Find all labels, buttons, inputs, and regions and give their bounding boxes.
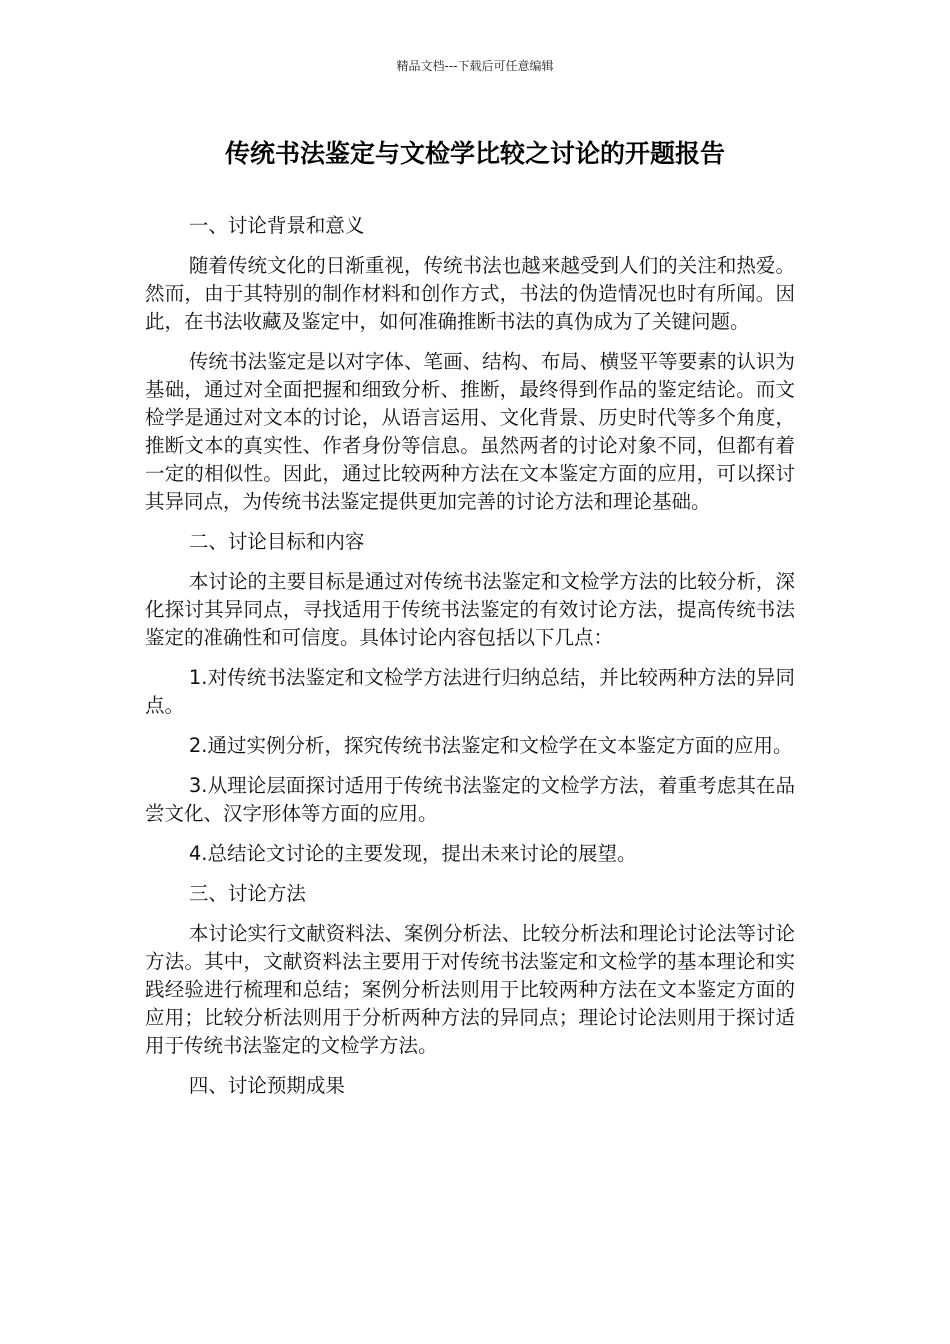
section-heading-methods: 三、讨论方法 [188,882,306,905]
list-item-4: 4.总结论文讨论的主要发现，提出未来讨论的展望。 [188,842,637,865]
list-item-3: 3.从理论层面探讨适用于传统书法鉴定的文检学方法，着重考虑其在品尝文化、汉字形体等方面的应用。 [145,774,795,825]
document-body [145,212,795,1112]
list-item-1: 1.对传统书法鉴定和文检学方法进行归纳总结，并比较两种方法的异同点。 [145,666,795,717]
section-heading-outcomes: 四、讨论预期成果 [188,1074,345,1097]
section-heading-goals: 二、讨论目标和内容 [188,530,365,553]
paragraph-background-1: 随着传统文化的日渐重视，传统书法也越来越受到人们的关注和热爱。然而，由于其特别的制作材料和创作方式，书法的伪造情况也时有所闻。因此，在书法收藏及鉴定中，如何准确推断书法的真伪成为了关键问题。 [145,254,795,333]
list-item-2: 2.通过实例分析，探究传统书法鉴定和文检学在文本鉴定方面的应用。 [188,734,793,757]
paragraph-background-2: 传统书法鉴定是以对字体、笔画、结构、布局、横竖平等要素的认识为基础，通过对全面把握和细致分析、推断，最终得到作品的鉴定结论。而文检学是通过对文本的讨论，从语言运用、文化背景、历史时代等多个角度，推断文本的真实性、作者身份等信息。虽然两者的讨论对象不同，但都有着一定的相似性。因此，通过比较两种方法在文本鉴定方面的应用，可以探讨其异同点，为传统书法鉴定提供更加完善的讨论方法和理论基础。 [145,350,795,513]
page-header-note: 精品文档---下载后可任意编辑 [396,59,554,73]
paragraph-methods: 本讨论实行文献资料法、案例分析法、比较分析法和理论讨论法等讨论方法。其中，文献资料法主要用于对传统书法鉴定和文检学的基本理论和实践经验进行梳理和总结；案例分析法则用于比较两种方法在文本鉴定方面的应用；比较分析法则用于分析两种方法的异同点；理论讨论法则用于探讨适用于传统书法鉴定的文检学方法。 [145,922,795,1057]
section-heading-background: 一、讨论背景和意义 [188,214,365,237]
document-title: 传统书法鉴定与文检学比较之讨论的开题报告 [224,139,725,168]
paragraph-goals: 本讨论的主要目标是通过对传统书法鉴定和文检学方法的比较分析，深化探讨其异同点，寻找适用于传统书法鉴定的有效讨论方法，提高传统书法鉴定的准确性和可信度。具体讨论内容包括以下几点： [145,570,795,649]
